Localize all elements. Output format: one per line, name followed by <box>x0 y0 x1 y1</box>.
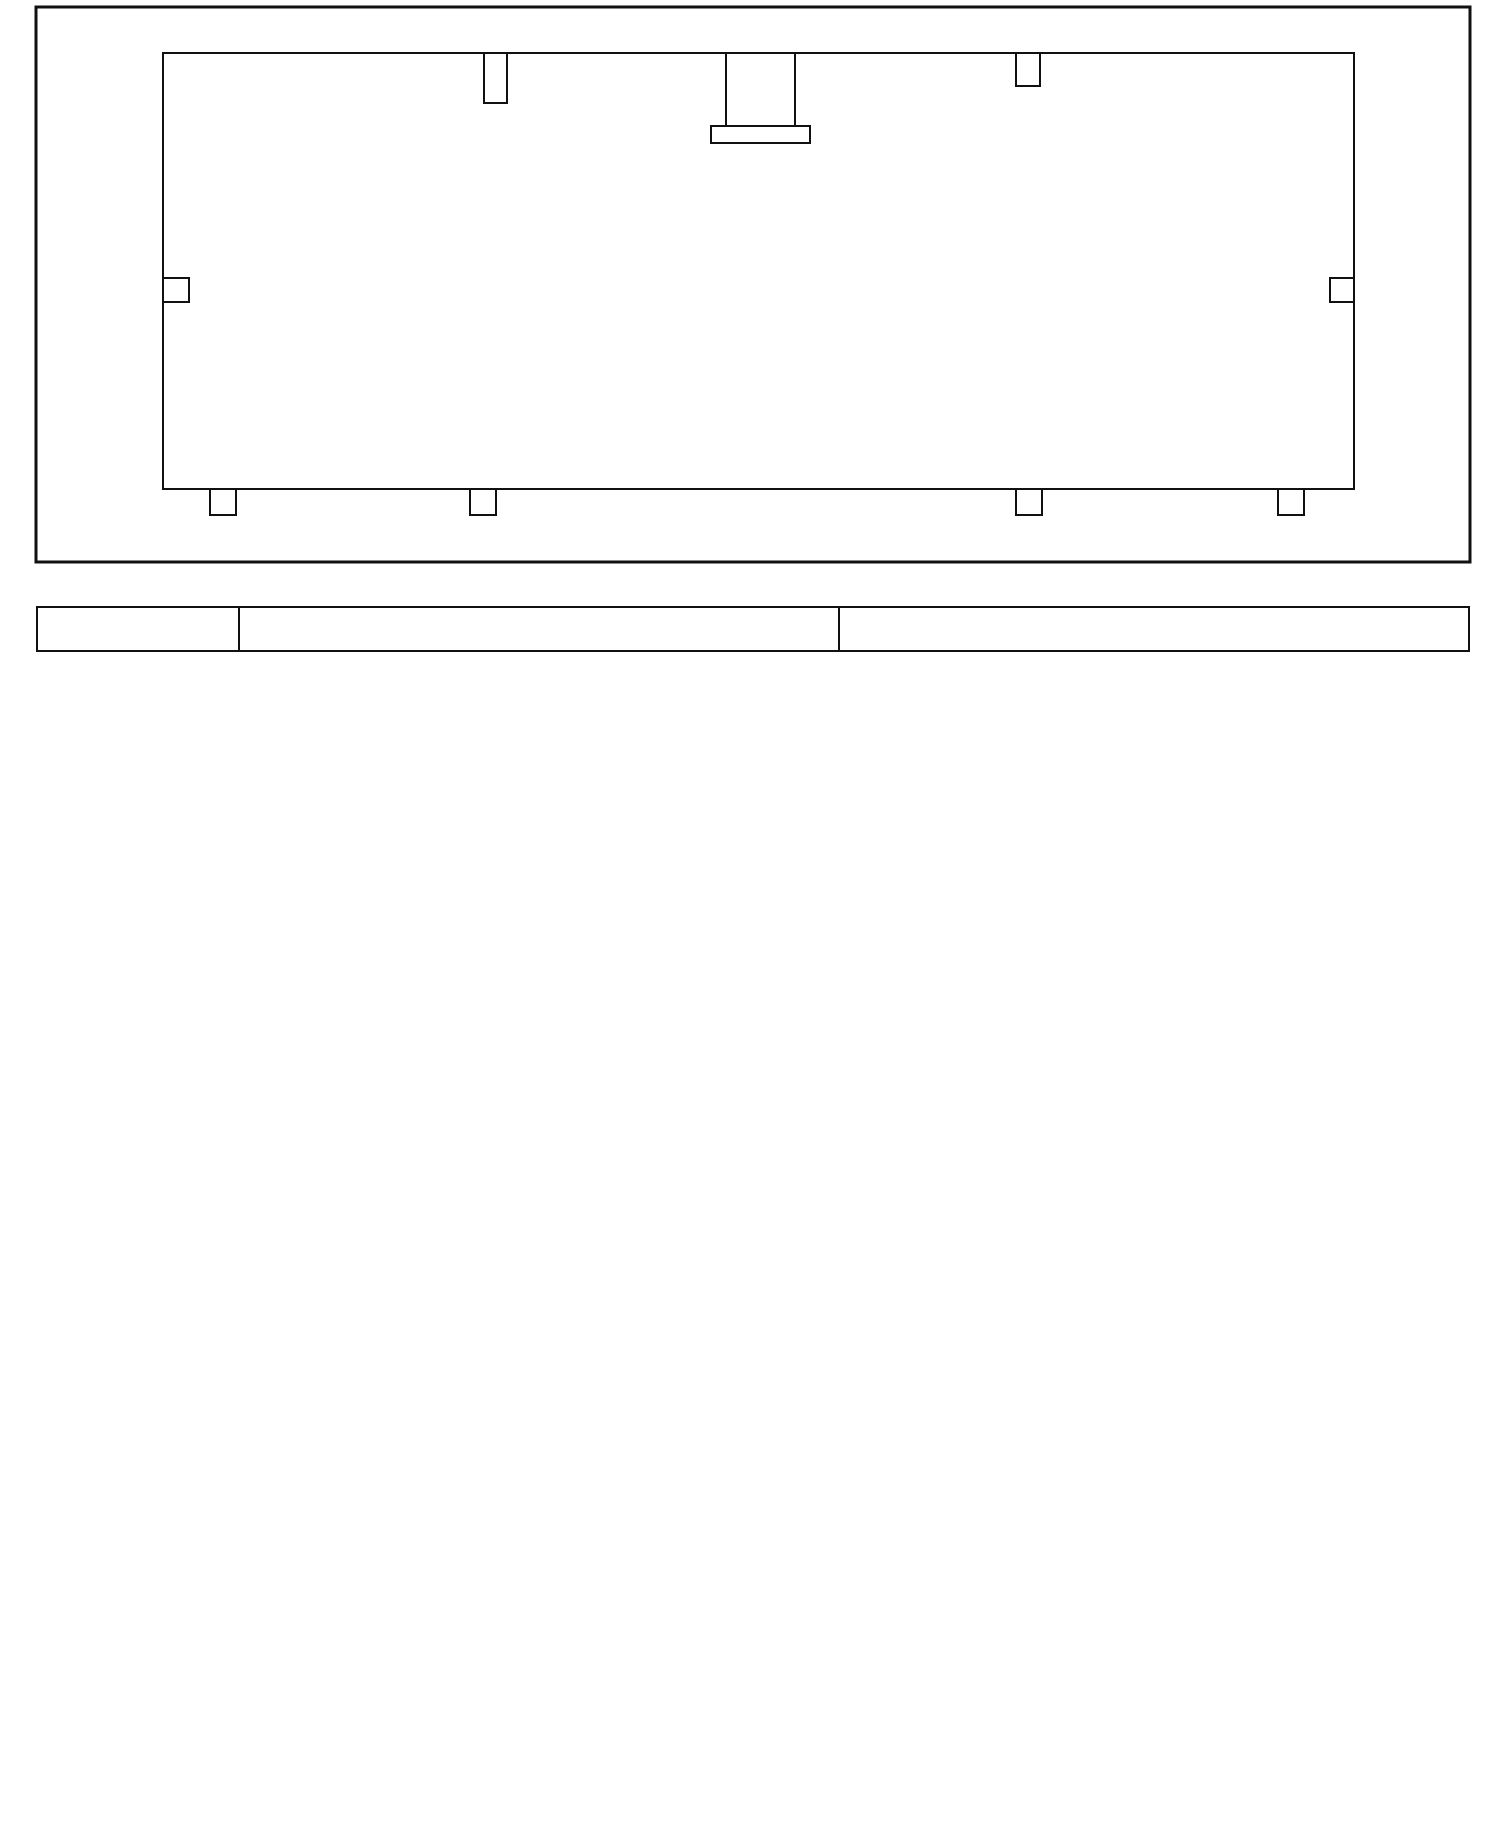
header-destination <box>839 607 1469 651</box>
connector-diagram <box>0 0 1504 570</box>
header-terminal-symbol <box>239 607 839 651</box>
ecu-housing <box>163 53 1354 515</box>
header-terminal-no <box>37 607 239 651</box>
terminal-table <box>36 606 1470 652</box>
